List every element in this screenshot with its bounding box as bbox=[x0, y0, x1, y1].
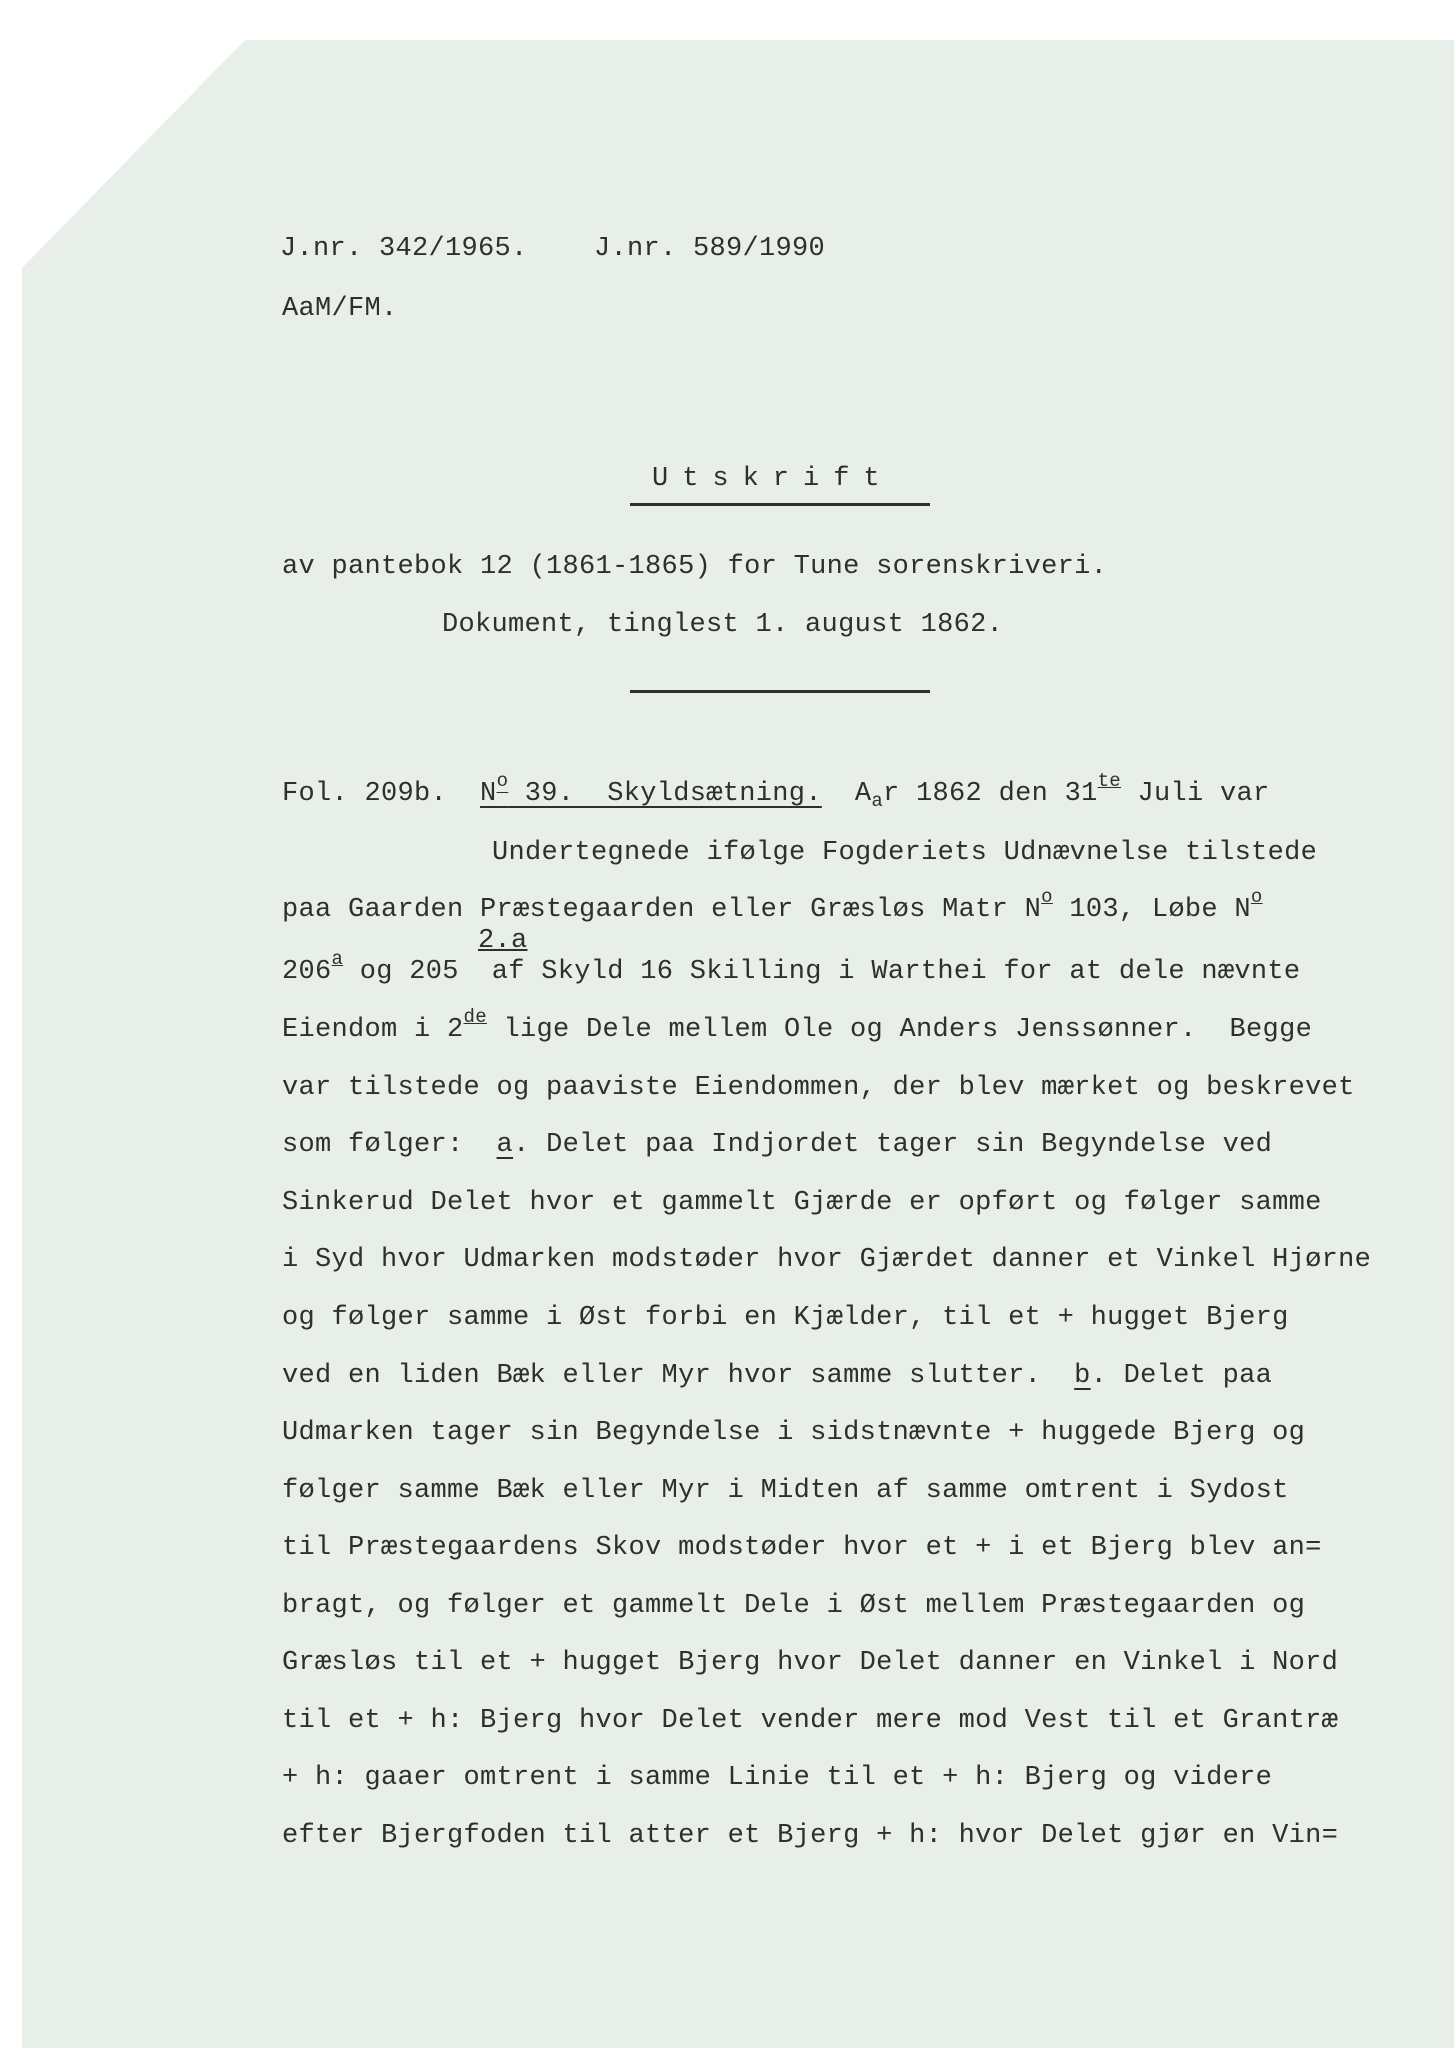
body-line-8: Sinkerud Delet hvor et gammelt Gjærde er opført og følger samme bbox=[282, 1188, 1322, 1218]
l5-text-b: lige Dele mellem Ole og Anders Jenssønner. Begge bbox=[486, 1015, 1313, 1045]
body-line-16: Græsløs til et + hugget Bjerg hvor Delet danner en Vinkel i Nord bbox=[282, 1648, 1339, 1678]
year-a: A bbox=[821, 779, 872, 809]
year-sub: a bbox=[871, 790, 884, 812]
body-line-4-above: 2.a bbox=[478, 926, 528, 956]
date-sup: te bbox=[1097, 770, 1121, 792]
body-line-4 bbox=[282, 948, 1301, 990]
entry-number-o: o bbox=[496, 770, 509, 792]
l3-sup-1: o bbox=[1041, 886, 1053, 908]
l7-text-b: . Delet paa Indjordet tager sin Begyndelse ved bbox=[513, 1130, 1273, 1160]
initials: AaM/FM. bbox=[282, 294, 398, 324]
l5-text-a: Eiendom i 2 bbox=[282, 1015, 464, 1045]
separator-rule bbox=[630, 690, 930, 693]
l5-sup: de bbox=[463, 1006, 487, 1028]
title-underline bbox=[630, 503, 930, 506]
l7-marker: a bbox=[496, 1130, 514, 1160]
entry-number bbox=[480, 770, 822, 809]
body-line-13: følger samme Bæk eller Myr i Midten af samme omtrent i Sydost bbox=[282, 1476, 1289, 1506]
body-line-3 bbox=[282, 886, 1263, 928]
body-line-5 bbox=[282, 1006, 1313, 1048]
body-line-15: bragt, og følger et gammelt Dele i Øst mellem Præstegaarden og bbox=[282, 1591, 1306, 1621]
l11-text-a: ved en liden Bæk eller Myr hvor samme slutter. bbox=[282, 1361, 1075, 1391]
body-line-6: var tilstede og paaviste Eiendommen, der blev mærket og beskrevet bbox=[282, 1073, 1355, 1103]
folio-ref: Fol. 209b. bbox=[282, 779, 481, 809]
l4-text-a: 206 bbox=[282, 957, 332, 987]
body-line-17: til et + h: Bjerg hvor Delet vender mere mod Vest til et Grantræ bbox=[282, 1706, 1339, 1736]
body-line-12: Udmarken tager sin Begyndelse i sidstnævnte + huggede Bjerg og bbox=[282, 1418, 1306, 1448]
body-line-2: Undertegnede ifølge Fogderiets Udnævnelse tilstede bbox=[492, 838, 1318, 868]
journal-number-1990: J.nr. 589/1990 bbox=[594, 234, 826, 264]
l4-sup: a bbox=[331, 948, 344, 970]
l3-text-a: paa Gaarden Præstegaarden eller Græsløs Matr N bbox=[282, 895, 1042, 925]
subtitle-line-1: av pantebok 12 (1861-1865) for Tune sorenskriveri. bbox=[282, 552, 1108, 582]
l11-marker: b bbox=[1074, 1361, 1091, 1391]
entry-number-rest: 39. Skyldsætning. bbox=[508, 779, 822, 809]
date-text: r 1862 den 31 bbox=[883, 779, 1098, 809]
body-line-10: og følger samme i Øst forbi en Kjælder, til et + hugget Bjerg bbox=[282, 1303, 1289, 1333]
body-line-9: i Syd hvor Udmarken modstøder hvor Gjærdet danner et Vinkel Hjørne bbox=[282, 1245, 1372, 1275]
subtitle-line-2: Dokument, tinglest 1. august 1862. bbox=[442, 610, 1004, 640]
l3-text-b: 103, Løbe N bbox=[1052, 895, 1251, 925]
body-line-14: til Præstegaardens Skov modstøder hvor et + i et Bjerg blev an= bbox=[282, 1533, 1322, 1563]
l7-text-a: som følger: bbox=[282, 1130, 497, 1160]
l11-text-b: . Delet paa bbox=[1090, 1361, 1273, 1391]
body-line-18: + h: gaaer omtrent i samme Linie til et + h: Bjerg og videre bbox=[282, 1763, 1273, 1793]
journal-number-1965: J.nr. 342/1965. bbox=[280, 234, 528, 264]
document-title: Utskrift bbox=[652, 464, 894, 494]
l4-text-c: af Skyld 16 Skilling i Warthei for at dele nævnte bbox=[458, 957, 1301, 987]
entry-number-n: N bbox=[480, 779, 497, 809]
l4-text-b: og 205 bbox=[343, 957, 459, 987]
body-line-7 bbox=[282, 1128, 1272, 1162]
body-line-19: efter Bjergfoden til atter et Bjerg + h: hvor Delet gjør en Vin= bbox=[282, 1821, 1339, 1851]
body-line-11 bbox=[282, 1359, 1272, 1393]
l3-sup-2: o bbox=[1250, 886, 1263, 908]
date-end: Juli var bbox=[1121, 779, 1270, 809]
body-line-1 bbox=[282, 770, 1270, 812]
